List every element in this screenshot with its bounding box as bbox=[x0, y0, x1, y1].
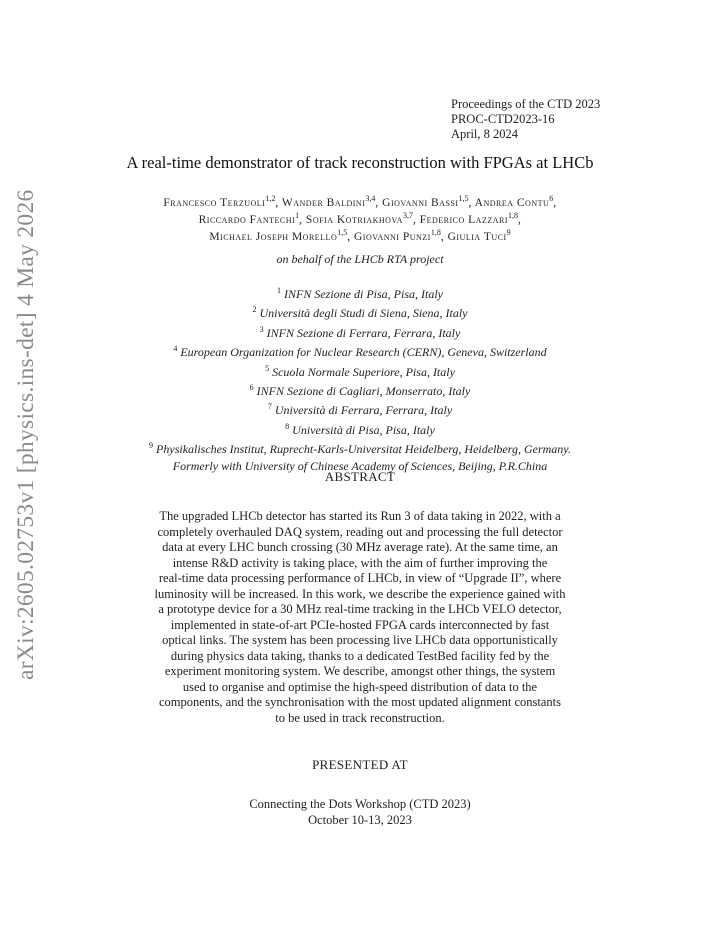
author-name: Sofia Kotriakhova bbox=[305, 213, 403, 226]
author-name: Michael Joseph Morello bbox=[209, 230, 338, 243]
abstract-line: luminosity will be increased. In this work, we describe the experience gained with bbox=[154, 586, 566, 601]
author-affiliation-mark: 3,4 bbox=[365, 194, 376, 203]
abstract-line: data at every LHC bunch crossing (30 MHz average rate). At the same time, an bbox=[162, 540, 558, 554]
author-affiliation-mark: 9 bbox=[506, 228, 511, 237]
abstract-line: during physics data taking, thanks to a dedicated TestBed facility fed by the bbox=[170, 648, 550, 663]
abstract-line: implemented in state-of-art PCIe-hosted FPGA cards interconnected by fast bbox=[170, 617, 550, 632]
abstract-text bbox=[112, 509, 608, 726]
author-affiliation-mark: 1,8 bbox=[430, 228, 441, 237]
affiliation-item bbox=[60, 419, 660, 438]
collaboration-line: on behalf of the LHCb RTA project bbox=[276, 252, 444, 266]
author-affiliation-mark: 3,7 bbox=[402, 211, 413, 220]
affiliation-number: 9 bbox=[149, 441, 154, 451]
abstract-line: components, and the synchronisation with the most updated alignment constants bbox=[158, 695, 561, 709]
affiliation-number: 5 bbox=[265, 363, 270, 373]
affiliation-text: Università degli Studi di Siena, Siena, Italy bbox=[259, 306, 468, 321]
affiliation-text: European Organization for Nuclear Research (CERN), Geneva, Switzerland bbox=[180, 345, 547, 360]
abstract-heading: ABSTRACT bbox=[324, 469, 396, 484]
author-name: Giovanni Bassi bbox=[382, 196, 459, 209]
affiliation-item bbox=[60, 361, 660, 380]
author-name: Wander Baldini bbox=[281, 196, 366, 209]
affiliation-item bbox=[60, 341, 660, 360]
affiliation-number: 1 bbox=[277, 286, 281, 295]
abstract-line: experiment monitoring system. We describe, amongst other things, the system bbox=[164, 664, 556, 678]
author-line-3: Michael Joseph Morello$^{1,5}$, Giovanni Punzi$^{1,8}$, Giulia Tuci$^9$ bbox=[209, 228, 511, 243]
affiliation-text: Physikalisches Institut, Ruprecht-Karls-Universitat Heidelberg, Heidelberg, Germany. bbox=[156, 442, 571, 457]
author-affiliation-mark: 1,8 bbox=[508, 211, 519, 220]
author-affiliation-mark: 1 bbox=[295, 211, 300, 220]
author-name: Federico Lazzari bbox=[419, 213, 509, 226]
abstract-line: real-time data processing performance of LHCb, in view of “Upgrade II”, where bbox=[158, 571, 562, 585]
abstract-line: used to organise and optimise the high-speed distribution of data to the bbox=[182, 679, 538, 694]
affiliation-number: 6 bbox=[249, 383, 254, 393]
affiliation-item bbox=[60, 438, 660, 457]
affiliation-number: 8 bbox=[285, 421, 290, 431]
proceedings-date: April, 8 2024 bbox=[451, 127, 519, 141]
abstract-line: a prototype device for a 30 MHz real-time tracking in the LHCb VELO detector, bbox=[158, 602, 562, 616]
author-name: Andrea Contu bbox=[474, 196, 550, 209]
author-affiliation-mark: 6 bbox=[549, 194, 554, 203]
author-affiliation-mark: 1,5 bbox=[337, 228, 348, 237]
affiliation-item bbox=[60, 380, 660, 399]
author-name: Giovanni Punzi bbox=[353, 230, 431, 243]
affiliation-text: INFN Sezione di Ferrara, Ferrara, Italy bbox=[266, 325, 461, 340]
affiliation-note: Formerly with University of Chinese Academy of Sciences, Beijing, P.R.China bbox=[172, 458, 548, 473]
affiliation-text: Scuola Normale Superiore, Pisa, Italy bbox=[272, 364, 455, 379]
presented-at-heading: PRESENTED AT bbox=[312, 757, 408, 772]
author-line-1: Francesco Terzuoli$^{1,2}$, Wander Baldini$^{3,4}$, Giovanni Bassi$^{1,5}$, Andrea Contu$^6$, bbox=[163, 194, 557, 209]
proceedings-info bbox=[451, 97, 600, 142]
affiliation-item bbox=[60, 399, 660, 418]
paper-title: A real-time demonstrator of track reconstruction with FPGAs at LHCb bbox=[126, 153, 594, 172]
affiliation-text: INFN Sezione di Pisa, Pisa, Italy bbox=[284, 287, 443, 301]
proceedings-id: PROC-CTD2023-16 bbox=[451, 112, 555, 126]
affiliation-list bbox=[60, 283, 660, 474]
affiliation-text: INFN Sezione di Cagliari, Monserrato, Italy bbox=[256, 384, 471, 399]
abstract-line: The upgraded LHCb detector has started its Run 3 of data taking in 2022, with a bbox=[159, 509, 561, 523]
affiliation-number: 2 bbox=[252, 305, 257, 315]
author-name: Riccardo Fantechi bbox=[198, 213, 296, 226]
arxiv-identifier-stamp: arXiv:2605.02753v1 [physics.ins-det] 4 May 2026 bbox=[13, 189, 39, 680]
affiliation-item bbox=[60, 283, 660, 302]
abstract-line: optical links. The system has been processing live LHCb data opportunistically bbox=[162, 633, 558, 647]
abstract-line: intense R&D activity is taking place, with the aim of further improving the bbox=[172, 555, 548, 570]
author-affiliation-mark: 1,2 bbox=[265, 194, 276, 203]
author-name: Francesco Terzuoli bbox=[163, 196, 266, 209]
author-affiliation-mark: 1,5 bbox=[458, 194, 469, 203]
author-line-2: Riccardo Fantechi$^1$, Sofia Kotriakhova$^{3,7}$, Federico Lazzari$^{1,8}$, bbox=[198, 211, 522, 226]
affiliation-text: Università di Ferrara, Ferrara, Italy bbox=[274, 403, 453, 418]
venue-info bbox=[60, 796, 660, 828]
abstract-line: completely overhauled DAQ system, reading out and processing the full detector bbox=[157, 524, 563, 539]
affiliation-number: 4 bbox=[173, 344, 178, 354]
affiliation-number: 7 bbox=[267, 402, 272, 412]
affiliation-item bbox=[60, 322, 660, 341]
venue-dates: October 10-13, 2023 bbox=[308, 813, 412, 827]
affiliation-number: 3 bbox=[259, 324, 264, 334]
abstract-line: to be used in track reconstruction. bbox=[275, 710, 445, 725]
affiliation-item bbox=[60, 302, 660, 321]
venue-name: Connecting the Dots Workshop (CTD 2023) bbox=[249, 797, 471, 811]
author-name: Giulia Tuci bbox=[447, 230, 507, 243]
affiliation-text: Università di Pisa, Pisa, Italy bbox=[292, 422, 435, 437]
proceedings-title: Proceedings of the CTD 2023 bbox=[451, 97, 601, 111]
